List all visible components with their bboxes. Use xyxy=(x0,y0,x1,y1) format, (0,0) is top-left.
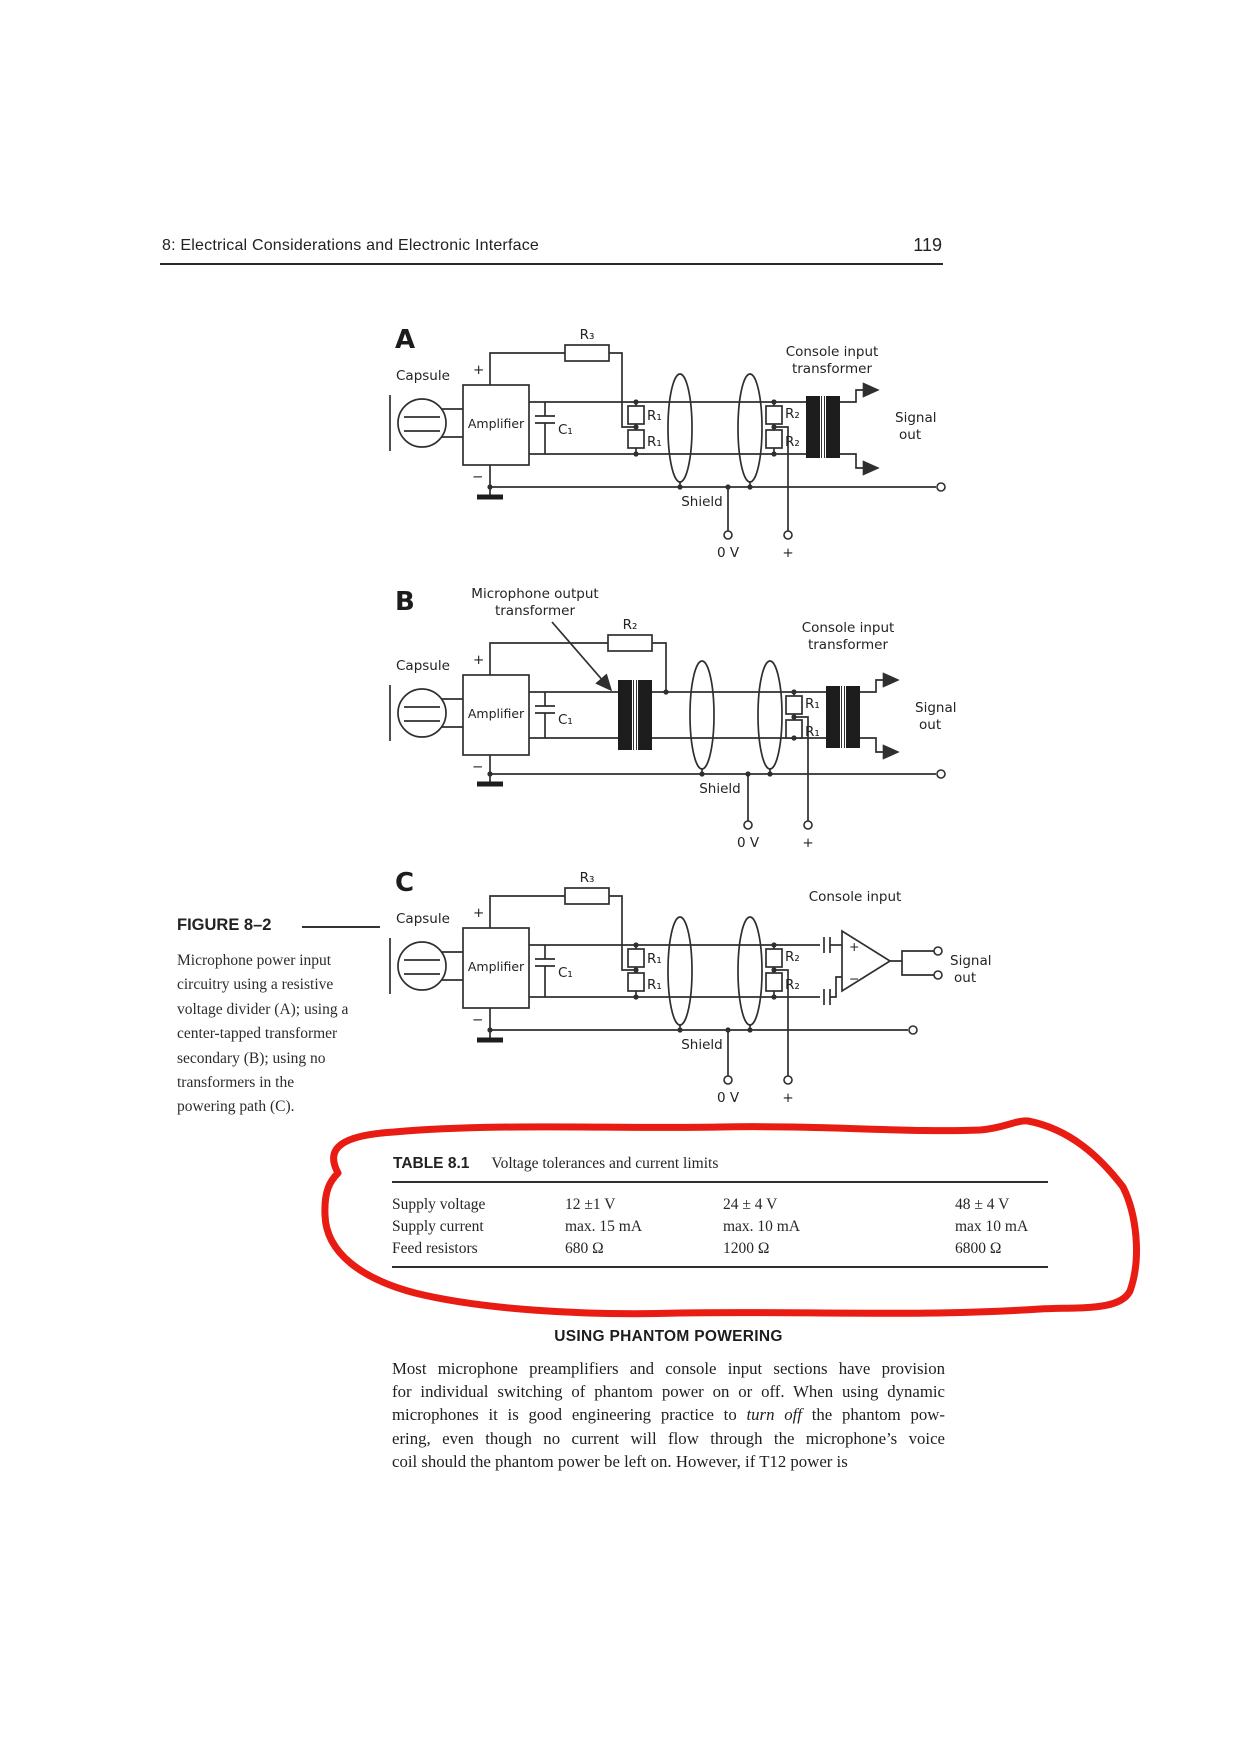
console-input-label: Console input xyxy=(808,889,902,905)
body-paragraph xyxy=(392,1357,945,1473)
capsule-symbol xyxy=(390,395,463,451)
mic-output-transformer xyxy=(618,680,652,750)
r2-upper-label: R₂ xyxy=(785,949,800,965)
plus-sign: + xyxy=(473,905,485,921)
signal-out-label: out xyxy=(954,970,977,986)
r3-label: R₃ xyxy=(579,327,595,343)
r2-lower-label: R₂ xyxy=(785,977,800,993)
circuit-diagram-b xyxy=(350,570,980,855)
console-transformer-label: transformer xyxy=(791,361,873,377)
signal-out-label: out xyxy=(899,427,922,443)
r3-label: R₃ xyxy=(579,870,595,886)
shield-line xyxy=(490,770,945,797)
plus-terminal-label: + xyxy=(802,835,814,851)
signal-label: Signal xyxy=(950,953,992,969)
body-line xyxy=(392,1403,945,1426)
amplifier-box xyxy=(463,362,529,485)
c1-label: C₁ xyxy=(558,422,573,438)
table-cell: max. 15 mA xyxy=(565,1218,643,1235)
minus-sign: − xyxy=(472,1012,484,1028)
table-cell: Supply current xyxy=(392,1218,484,1235)
zero-volt-label: 0 V xyxy=(716,545,740,561)
capsule-label: Capsule xyxy=(396,911,450,927)
shield-label: Shield xyxy=(681,494,723,510)
table-cell: 6800 Ω xyxy=(955,1240,1002,1257)
page-number: 119 xyxy=(913,235,942,255)
diagram-c-label: C xyxy=(395,868,415,898)
console-transformer-label: transformer xyxy=(807,637,889,653)
shield-label: Shield xyxy=(699,781,741,797)
c1-label: C₁ xyxy=(558,965,573,981)
amplifier-box xyxy=(463,652,529,775)
divider-r2 xyxy=(766,942,800,1076)
diagram-b-label: B xyxy=(395,587,415,617)
body-text-italic: turn off xyxy=(746,1405,802,1425)
table-cell: 1200 Ω xyxy=(723,1240,770,1257)
capacitor-c1 xyxy=(535,945,573,997)
zero-volt-label: 0 V xyxy=(736,835,760,851)
running-head: 8: Electrical Considerations and Electronic Interface xyxy=(162,237,540,254)
table-cell: max. 10 mA xyxy=(723,1218,801,1235)
r1-upper-label: R₁ xyxy=(647,951,662,967)
cable-connectors xyxy=(668,917,762,1033)
r2-upper-label: R₂ xyxy=(785,406,800,422)
zero-volt-label: 0 V xyxy=(716,1090,740,1106)
header-rule xyxy=(160,263,943,265)
r1-lower-label: R₁ xyxy=(805,724,820,740)
table-cell: Feed resistors xyxy=(392,1240,478,1257)
r1-lower-label: R₁ xyxy=(647,977,662,993)
amplifier-label: Amplifier xyxy=(467,416,525,431)
resistor-r3 xyxy=(565,327,609,361)
r2-lower-label: R₂ xyxy=(785,434,800,450)
amplifier-label: Amplifier xyxy=(467,706,525,721)
cable-connectors xyxy=(668,374,762,490)
table-cell: 12 ±1 V xyxy=(565,1196,616,1213)
opamp-minus: − xyxy=(849,971,860,986)
c1-label: C₁ xyxy=(558,712,573,728)
voltage-table xyxy=(392,1194,1048,1260)
divider-r1 xyxy=(786,689,820,821)
diagram-a-label: A xyxy=(395,325,416,355)
divider-r1 xyxy=(628,399,662,456)
plus-sign: + xyxy=(473,362,485,378)
coupling-capacitors xyxy=(824,937,842,1005)
signal-out-label: out xyxy=(919,717,942,733)
opamp-plus: + xyxy=(849,939,860,954)
pointer-arrow xyxy=(552,622,611,690)
body-line: ering, even though no current will flow through the microphone’s voice xyxy=(392,1428,945,1448)
caption-line: circuitry using a resistive xyxy=(177,976,334,994)
table-caption xyxy=(393,1155,718,1173)
table-cell: 24 ± 4 V xyxy=(723,1196,778,1213)
circuit-diagram-c xyxy=(350,855,1005,1115)
capsule-label: Capsule xyxy=(396,658,450,674)
body-text: microphones it is good engineering practice to xyxy=(392,1405,747,1425)
shield-label: Shield xyxy=(681,1037,723,1053)
capsule-label: Capsule xyxy=(396,368,450,384)
mic-transformer-label-1: Microphone output xyxy=(471,586,599,602)
divider-r2 xyxy=(766,399,800,531)
figure-label-rule xyxy=(302,926,380,928)
amplifier-label: Amplifier xyxy=(467,959,525,974)
body-line: coil should the phantom power be left on. However, if T12 power is xyxy=(392,1451,848,1471)
shield-line xyxy=(490,483,945,510)
cable-connectors xyxy=(690,661,782,777)
resistor-r3 xyxy=(565,870,609,904)
r1-upper-label: R₁ xyxy=(805,696,820,712)
table-cell: 680 Ω xyxy=(565,1240,604,1257)
section-heading: USING PHANTOM POWERING xyxy=(554,1328,783,1345)
capacitor-c1 xyxy=(535,692,573,738)
amplifier-box xyxy=(463,905,529,1028)
caption-line: powering path (C). xyxy=(177,1098,295,1116)
shield-line xyxy=(490,1026,917,1053)
minus-sign: − xyxy=(472,759,484,775)
resistor-r2-top xyxy=(608,617,652,651)
body-line: for individual switching of phantom power on or off. When using dynamic xyxy=(392,1382,945,1402)
plus-terminal-label: + xyxy=(782,1090,794,1106)
capacitor-c1 xyxy=(535,402,573,454)
table-number: TABLE 8.1 xyxy=(393,1155,470,1172)
body-line: Most microphone preamplifiers and console input sections have provision xyxy=(392,1359,945,1378)
body-text: the phantom pow- xyxy=(801,1405,945,1425)
figure-label: FIGURE 8–2 xyxy=(177,916,272,934)
power-terminals xyxy=(737,771,814,851)
table-cell: 48 ± 4 V xyxy=(955,1196,1010,1213)
table-bottom-rule xyxy=(392,1266,1048,1268)
capsule-symbol xyxy=(390,685,463,741)
r1-lower-label: R₁ xyxy=(647,434,662,450)
console-input-label: Console input xyxy=(801,620,895,636)
circuit-diagram-a xyxy=(350,310,980,565)
signal-label: Signal xyxy=(895,410,937,426)
caption-line: center-tapped transformer xyxy=(177,1025,338,1043)
table-title: Voltage tolerances and current limits xyxy=(491,1155,719,1172)
caption-line: secondary (B); using no xyxy=(177,1049,326,1067)
opamp-symbol xyxy=(842,931,942,991)
mic-transformer-label-2: transformer xyxy=(494,603,576,619)
r2-top-label: R₂ xyxy=(622,617,638,633)
table-top-rule xyxy=(392,1181,1048,1183)
signal-label: Signal xyxy=(915,700,957,716)
plus-sign: + xyxy=(473,652,485,668)
caption-line: voltage divider (A); using a xyxy=(177,1000,349,1018)
caption-line: transformers in the xyxy=(177,1074,295,1092)
console-input-label: Console input xyxy=(785,344,879,360)
r1-upper-label: R₁ xyxy=(647,408,662,424)
minus-sign: − xyxy=(472,469,484,485)
divider-r1 xyxy=(628,942,662,999)
plus-terminal-label: + xyxy=(782,545,794,561)
capsule-symbol xyxy=(390,938,463,994)
table-cell: Supply voltage xyxy=(392,1196,486,1213)
power-terminals xyxy=(717,484,794,561)
table-cell: max 10 mA xyxy=(955,1218,1029,1235)
caption-line: Microphone power input xyxy=(177,952,332,969)
